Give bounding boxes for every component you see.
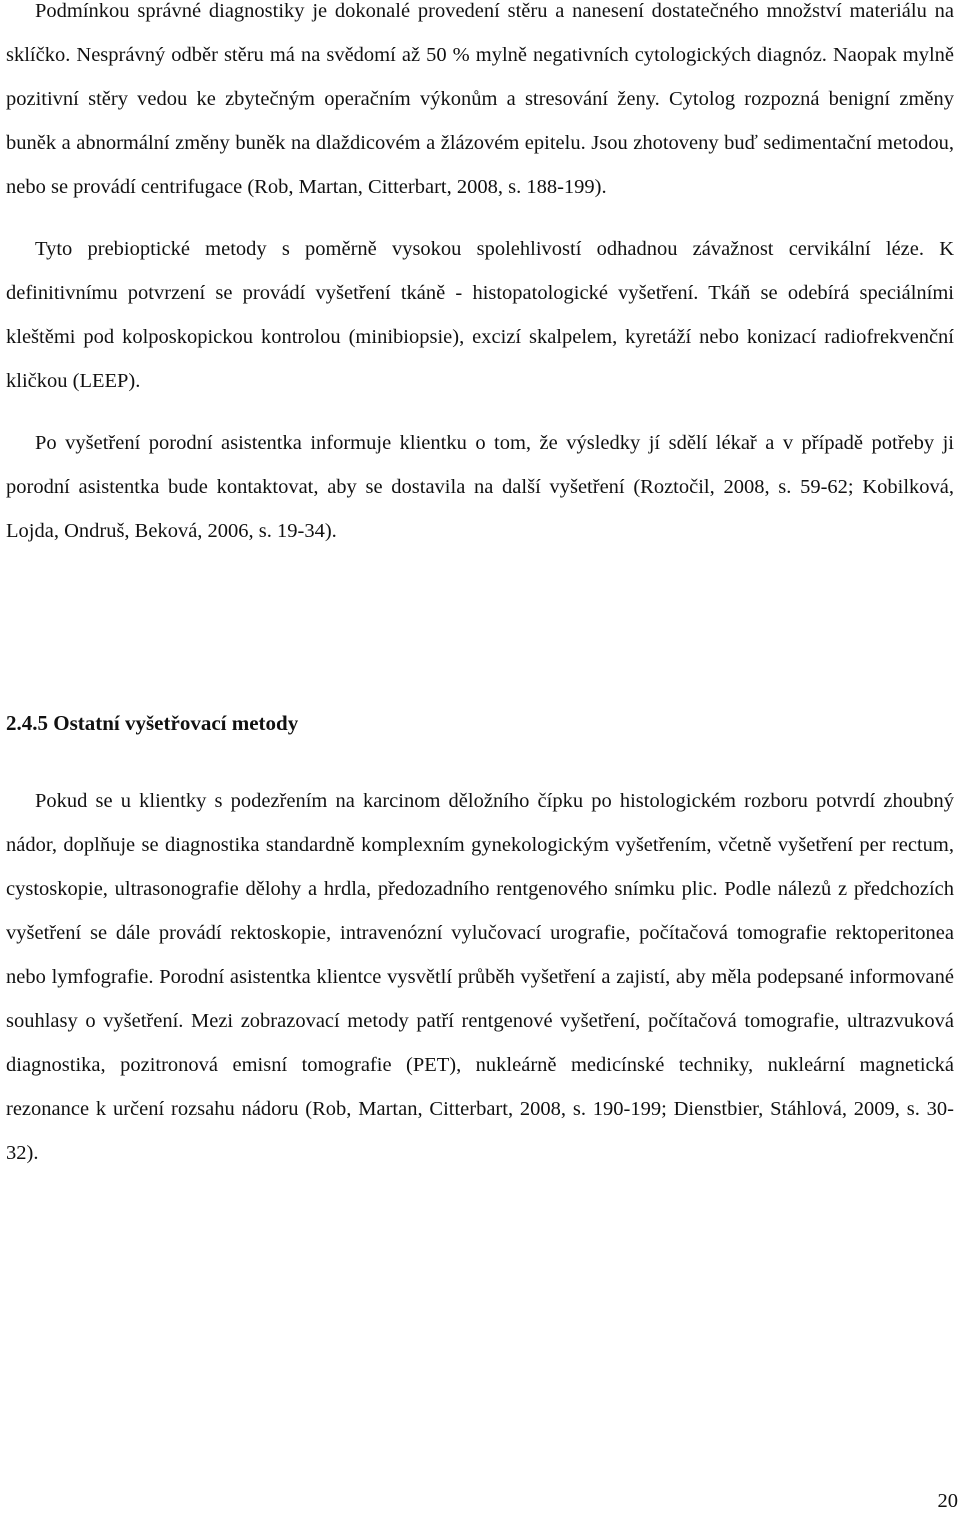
paragraph-prebioptic-methods: Tyto prebioptické metody s poměrně vysokou spolehlivostí odhadnou závažnost cervikální léze. K definitivnímu potvrzení se provádí vyšetření tkáně - histopatologické vyšetření. Tkáň se odebírá speciálními kleštěmi pod kolposkopickou kontrolou (minibiopsie), excizí skalpelem, kyretáží nebo konizací radiofrekvenční kličkou (LEEP). [6, 238, 954, 392]
paragraph-midwife-info: Po vyšetření porodní asistentka informuje klientku o tom, že výsledky jí sdělí lékař a v případě potřeby ji porodní asistentka bude kontaktovat, aby se dostavila na další vyšetření (Roztočil, 2008, s. 59-62; Kobilková, Lojda, Ondruš, Beková, 2006, s. 19-34). [6, 432, 954, 542]
document-page [6, 0, 954, 553]
section-heading: 2.4.5 Ostatní vyšetřovací metody [6, 711, 299, 735]
page-number: 20 [937, 1490, 958, 1512]
paragraph-other-methods: Pokud se u klientky s podezřením na karcinom děložního čípku po histologickém rozboru potvrdí zhoubný nádor, doplňuje se diagnostika standardně komplexním gynekologickým vyšetřením, včetně vyšetření per rectum, cystoskopie, ultrasonografie dělohy a hrdla, předozadního rentgenového snímku plic. Podle nálezů z předchozích vyšetření se dále provádí rektoskopie, intravenózní vylučovací urografie, počítačová tomografie rektoperitonea nebo lymfografie. Porodní asistentka klientce vysvětlí průběh vyšetření a zajistí, aby měla podepsané informované souhlasy o vyšetření. Mezi zobrazovací metody patří rentgenové vyšetření, počítačová tomografie, ultrazvuková diagnostika, pozitronová emisní tomografie (PET), nukleárně medicínské techniky, nukleární magnetická rezonance k určení rozsahu nádoru (Rob, Martan, Citterbart, 2008, s. 190-199; Dienstbier, Stáhlová, 2009, s. 30-32). [6, 790, 954, 1164]
paragraph-diagnostics: Podmínkou správné diagnostiky je dokonalé provedení stěru a nanesení dostatečného množství materiálu na sklíčko. Nesprávný odběr stěru má na svědomí až 50 % mylně negativních cytologických diagnóz. Naopak mylně pozitivní stěry vedou ke zbytečným operačním výkonům a stresování ženy. Cytolog rozpozná benigní změny buněk a abnormální změny buněk na dlaždicovém a žlázovém epitelu. Jsou zhotoveny buď sedimentační metodou, nebo se provádí centrifugace (Rob, Martan, Citterbart, 2008, s. 188-199). [6, 0, 954, 198]
section-body [6, 779, 954, 1175]
